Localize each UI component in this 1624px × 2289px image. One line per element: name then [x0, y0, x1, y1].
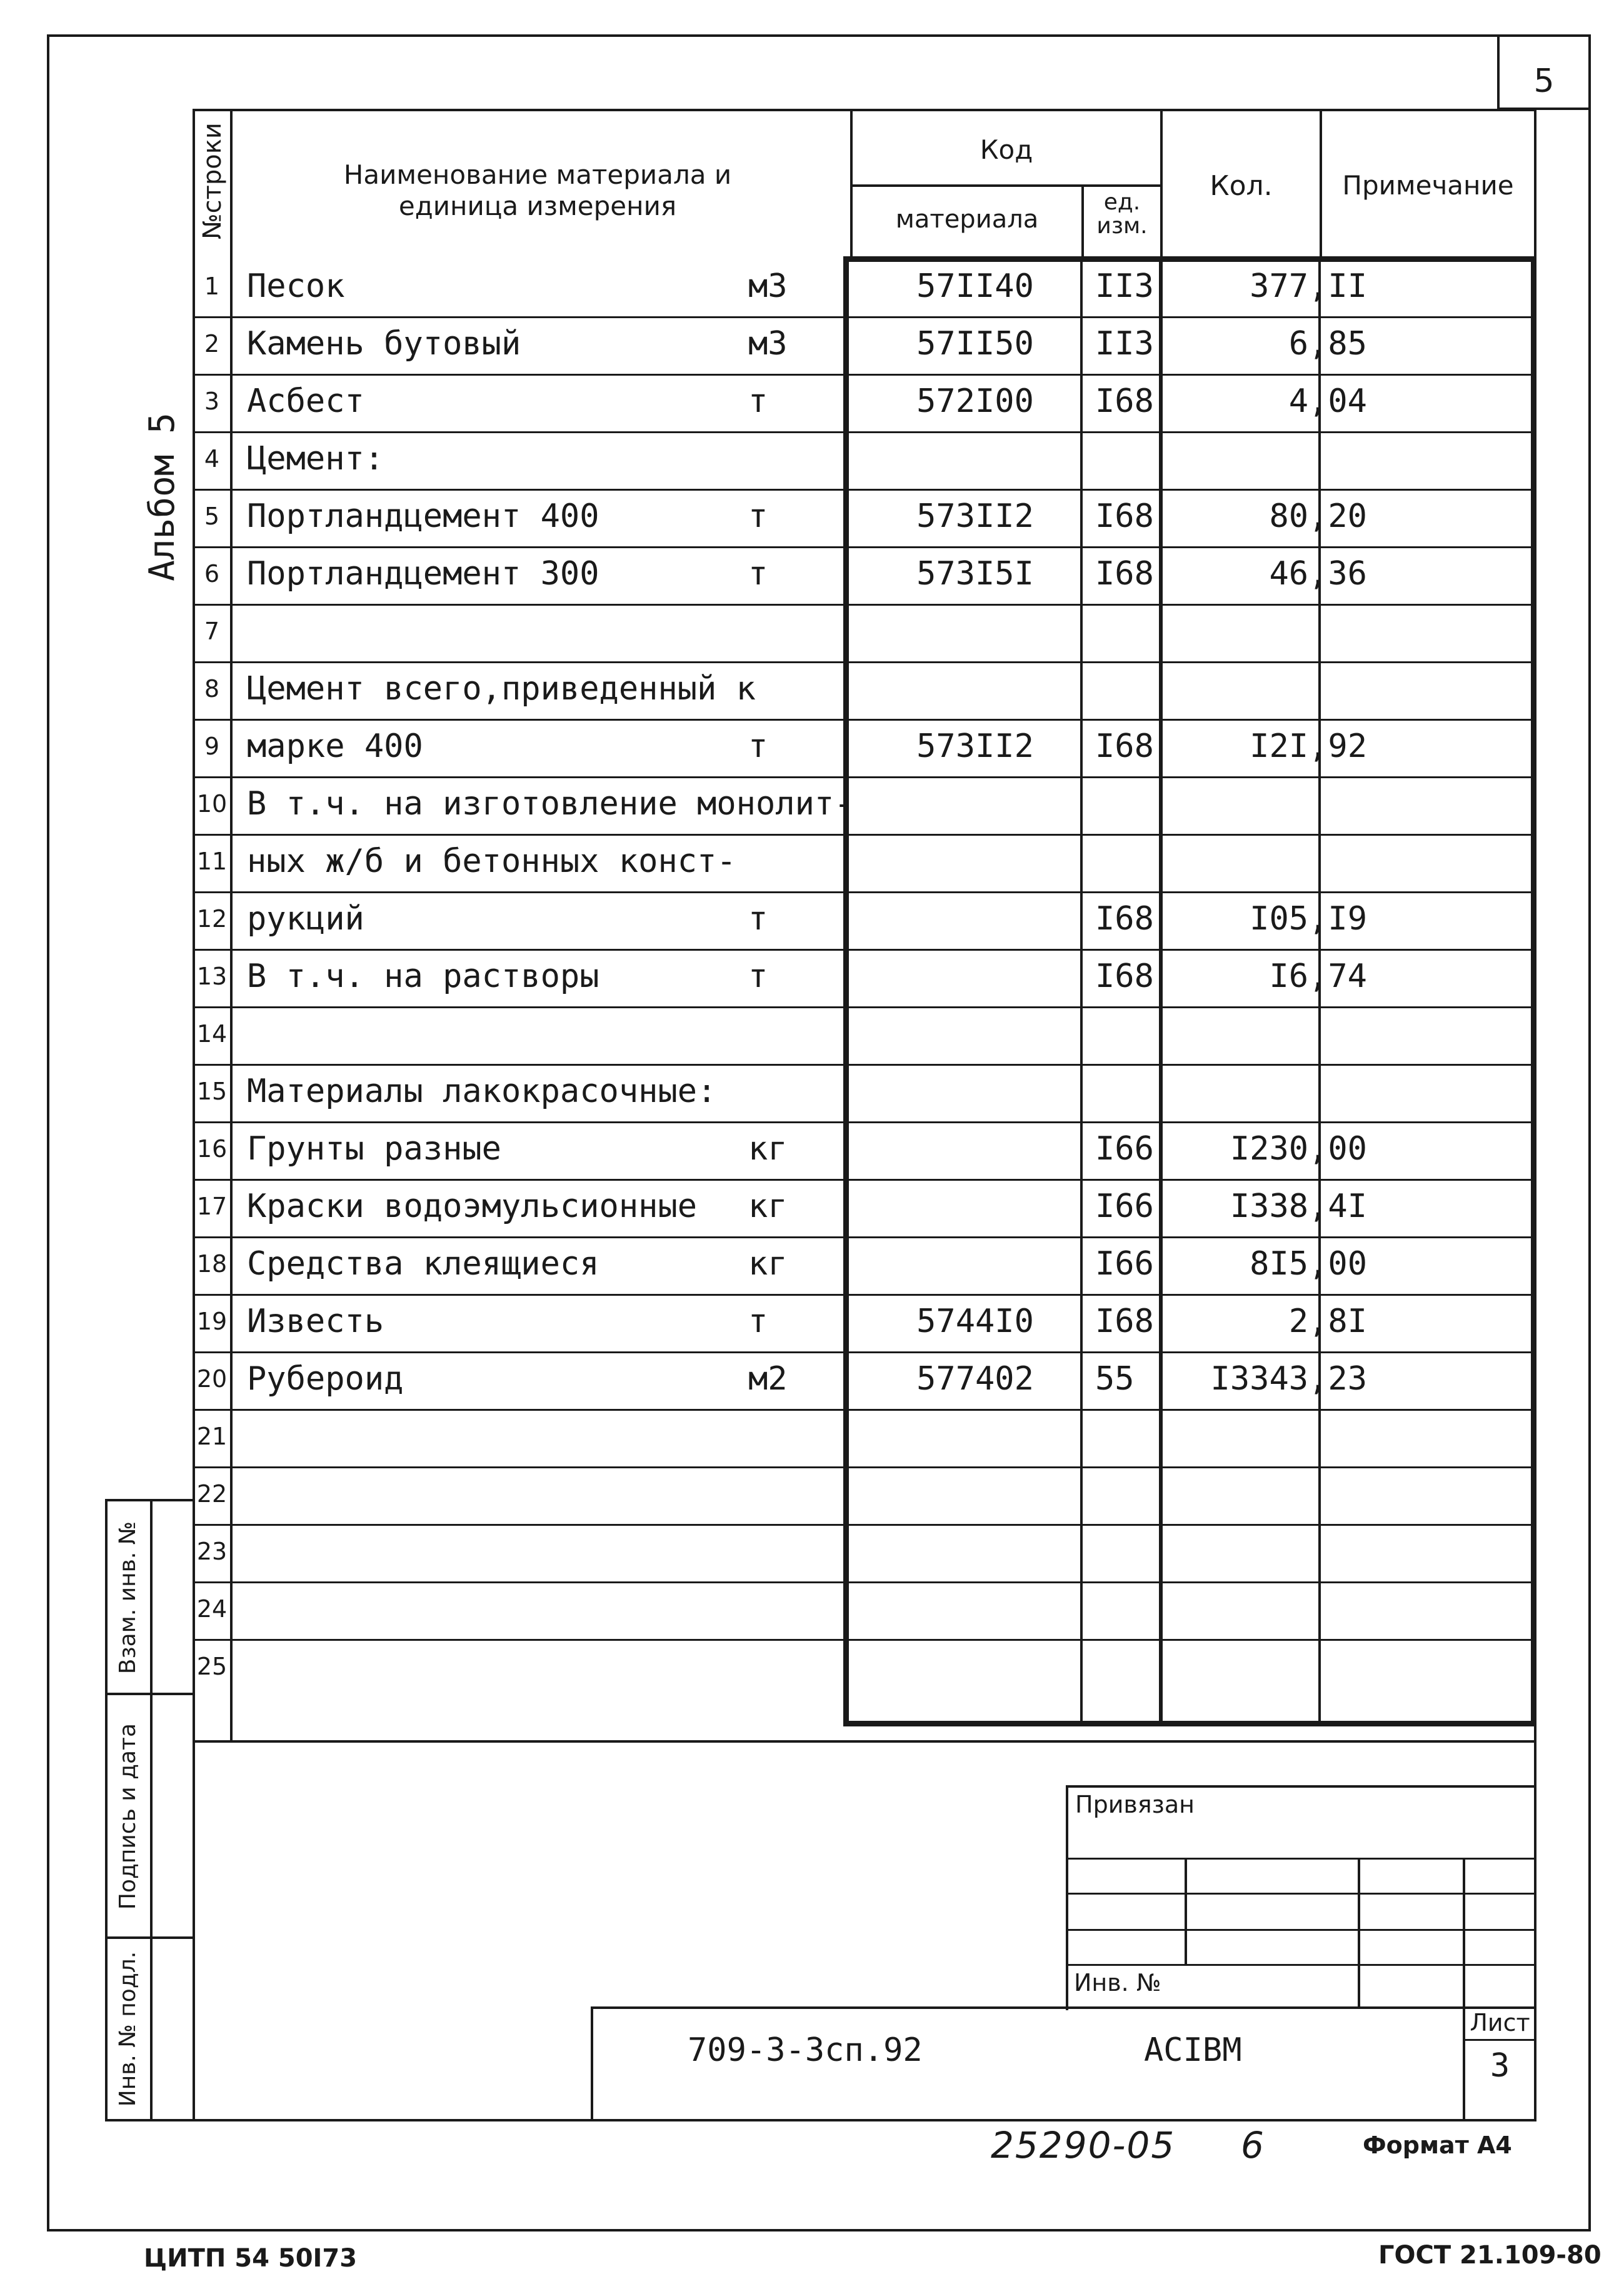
table-row	[194, 661, 1535, 719]
row-quantity: 46,36	[1269, 555, 1367, 593]
row-number: 12	[196, 905, 228, 933]
row-quantity: 80,20	[1269, 498, 1367, 535]
row-number: 16	[196, 1135, 228, 1163]
row-unit-code: I68	[1095, 1303, 1154, 1340]
side-strip-top	[105, 1499, 195, 1501]
stamp-vzam-inv: Взам. инв. №	[115, 1521, 141, 1675]
row-number: 8	[204, 675, 220, 703]
table-top-border	[193, 109, 1536, 111]
row-material-name: марке 400	[247, 728, 423, 765]
row-material-name: Портландцемент 400	[247, 498, 599, 535]
row-material-code: 57II50	[916, 325, 1034, 363]
header-code-subline	[850, 184, 1163, 187]
footer-right: ГОСТ 21.109-80	[1378, 2241, 1601, 2270]
row-number: 14	[196, 1020, 228, 1048]
header-row-no: №строки	[198, 123, 227, 239]
row-number: 19	[196, 1308, 228, 1335]
header-unit-divider	[1081, 184, 1084, 259]
row-number: 9	[204, 733, 220, 760]
row-number: 13	[196, 963, 228, 990]
row-number: 22	[196, 1480, 228, 1508]
footer-left: ЦИТП 54 50I73	[144, 2244, 358, 2273]
header-code: Код	[980, 134, 1033, 165]
row-material-name: ных ж/б и бетонных конст-	[247, 843, 736, 880]
page-number: 5	[1533, 63, 1555, 100]
row-unit: м3	[748, 325, 788, 363]
row-material-name: Средства клеящиеся	[247, 1245, 599, 1283]
table-row	[194, 776, 1535, 834]
row-unit: кг	[748, 1245, 788, 1283]
row-number: 15	[196, 1078, 228, 1105]
row-quantity: 2,8I	[1288, 1303, 1367, 1340]
table-row	[194, 1294, 1535, 1351]
data-frame-bottom	[843, 1721, 1536, 1726]
row-number: 25	[196, 1653, 228, 1680]
stamp-doc-code: 709-3-3сп.92	[688, 2031, 923, 2069]
table-row	[194, 834, 1535, 891]
row-quantity: I05,I9	[1250, 900, 1367, 938]
row-quantity: 4,04	[1288, 383, 1367, 420]
table-row	[194, 719, 1535, 776]
stamp-list-label: Лист	[1470, 2009, 1530, 2036]
row-material-code: 573I5I	[916, 555, 1034, 593]
table-row	[194, 489, 1535, 546]
row-unit-code: I68	[1095, 728, 1154, 765]
stamp-podpis-data: Подпись и дата	[115, 1723, 141, 1910]
header-note: Примечание	[1342, 170, 1514, 201]
row-material-name: Краски водоэмульсионные	[247, 1188, 698, 1225]
stamp-list-value: 3	[1490, 2047, 1510, 2085]
row-number: 10	[196, 790, 228, 818]
row-quantity: I3343,23	[1210, 1360, 1367, 1398]
row-number: 17	[196, 1193, 228, 1220]
row-unit-code: I68	[1095, 958, 1154, 995]
row-unit: т	[748, 900, 768, 938]
row-quantity: 8I5,00	[1250, 1245, 1367, 1283]
row-material-name: Цемент:	[247, 440, 384, 478]
row-unit: кг	[748, 1188, 788, 1225]
row-unit: т	[748, 728, 768, 765]
header-name: Наименование материала и единица измерения	[343, 159, 732, 221]
table-row	[194, 1639, 1535, 1696]
page-number-box-left	[1497, 34, 1500, 109]
row-material-code: 572I00	[916, 383, 1034, 420]
row-unit-code: II3	[1095, 325, 1154, 363]
header-code-material: материала	[895, 205, 1039, 234]
row-unit: т	[748, 498, 768, 535]
row-material-code: 577402	[916, 1360, 1034, 1398]
table-row	[194, 1581, 1535, 1639]
stamp-inv-no: Инв. №	[1074, 1969, 1161, 1996]
titleblock-upper-top	[1066, 1785, 1535, 1788]
row-material-name: В т.ч. на растворы	[247, 958, 599, 995]
row-number: 3	[204, 388, 220, 415]
album-label: Альбом 5	[142, 413, 183, 581]
table-row	[194, 1466, 1535, 1524]
row-unit: т	[748, 1303, 768, 1340]
row-material-name: Цемент всего,приведенный к	[247, 670, 756, 708]
row-unit: кг	[748, 1130, 788, 1168]
row-material-code: 573II2	[916, 728, 1034, 765]
row-unit-code: I68	[1095, 900, 1154, 938]
row-unit-code: II3	[1095, 268, 1154, 305]
titleblock-lower-top	[591, 2006, 1535, 2009]
titleblock-list-mid	[1463, 2039, 1535, 2041]
table-row	[194, 1064, 1535, 1121]
row-quantity: I338,4I	[1230, 1188, 1367, 1225]
outer-frame-right	[1588, 34, 1591, 2231]
row-material-name: Песок	[247, 268, 345, 305]
table-row	[194, 546, 1535, 604]
table-row	[194, 1524, 1535, 1581]
stamp-doc-mark: АСIВМ	[1144, 2031, 1242, 2069]
table-row	[194, 1006, 1535, 1064]
row-material-name: Камень бутовый	[247, 325, 521, 363]
header-code-unit: ед. изм.	[1096, 189, 1148, 239]
row-number: 5	[204, 503, 220, 530]
row-unit: т	[748, 383, 768, 420]
row-number: 23	[196, 1538, 228, 1565]
row-quantity: I230,00	[1230, 1130, 1367, 1168]
row-unit: т	[748, 555, 768, 593]
tb-vline-3	[1463, 1858, 1465, 2008]
row-number: 7	[204, 618, 220, 645]
row-material-name: Портландцемент 300	[247, 555, 599, 593]
row-unit-code: I68	[1095, 383, 1154, 420]
row-material-name: Известь	[247, 1303, 384, 1340]
row-number: 11	[196, 848, 228, 875]
outer-frame-top	[47, 34, 1591, 37]
table-row	[194, 316, 1535, 374]
side-strip-div1	[105, 1693, 195, 1695]
side-strip-inner	[150, 1499, 153, 2121]
outer-frame-bottom	[47, 2229, 1591, 2231]
outer-frame-left	[47, 34, 49, 2231]
row-unit-code: I66	[1095, 1188, 1154, 1225]
table-row	[194, 604, 1535, 661]
titleblock-lower-left	[591, 2006, 593, 2121]
side-strip-bottom	[105, 2119, 1536, 2121]
row-unit-code: I66	[1095, 1245, 1154, 1283]
row-unit: м3	[748, 268, 788, 305]
side-strip-left	[105, 1499, 108, 2121]
table-row	[194, 431, 1535, 489]
handwritten-page: 6	[1241, 2124, 1264, 2166]
header-code-divider	[850, 109, 853, 259]
table-row	[194, 1179, 1535, 1236]
row-number: 2	[204, 330, 220, 358]
row-unit-code: I68	[1095, 555, 1154, 593]
row-unit-code: I66	[1095, 1130, 1154, 1168]
titleblock-upper-left	[1066, 1785, 1068, 2010]
row-material-name: Рубероид	[247, 1360, 404, 1398]
row-quantity: 6,85	[1288, 325, 1367, 363]
row-material-name: Асбест	[247, 383, 364, 420]
row-number: 21	[196, 1423, 228, 1450]
row-material-code: 57II40	[916, 268, 1034, 305]
table-row	[194, 374, 1535, 431]
header-quantity: Кол.	[1210, 170, 1273, 202]
row-unit-code: I68	[1095, 498, 1154, 535]
table-row	[194, 1236, 1535, 1294]
format-label: Формат А4	[1363, 2131, 1512, 2159]
row-quantity: 377,II	[1250, 268, 1367, 305]
row-number: 20	[196, 1365, 228, 1393]
table-row	[194, 1351, 1535, 1409]
row-number: 24	[196, 1595, 228, 1623]
stamp-inv-podl: Инв. № подл.	[115, 1951, 141, 2107]
tb-vline-2	[1358, 1858, 1360, 2008]
table-bottom-line	[193, 1740, 1536, 1743]
row-material-code: 573II2	[916, 498, 1034, 535]
table-row	[194, 1121, 1535, 1179]
row-material-name: Материалы лакокрасочные:	[247, 1073, 717, 1110]
stamp-privyazan: Привязан	[1075, 1791, 1195, 1818]
row-quantity: I2I,92	[1250, 728, 1367, 765]
row-material-name: В т.ч. на изготовление монолит-	[247, 785, 854, 823]
row-unit: т	[748, 958, 768, 995]
row-unit-code: 55	[1095, 1360, 1135, 1398]
row-number: 6	[204, 560, 220, 588]
row-number: 4	[204, 445, 220, 473]
table-row	[194, 949, 1535, 1006]
table-row	[194, 891, 1535, 949]
row-material-code: 5744I0	[916, 1303, 1034, 1340]
table-row	[194, 1409, 1535, 1466]
row-number: 1	[204, 273, 220, 300]
row-unit: м2	[748, 1360, 788, 1398]
tb-vline-1	[1185, 1858, 1187, 1964]
row-material-name: рукций	[247, 900, 364, 938]
row-quantity: I6,74	[1269, 958, 1367, 995]
row-material-name: Грунты разные	[247, 1130, 501, 1168]
row-number: 18	[196, 1250, 228, 1278]
handwritten-number: 25290-05	[991, 2124, 1176, 2166]
table-row	[194, 259, 1535, 316]
